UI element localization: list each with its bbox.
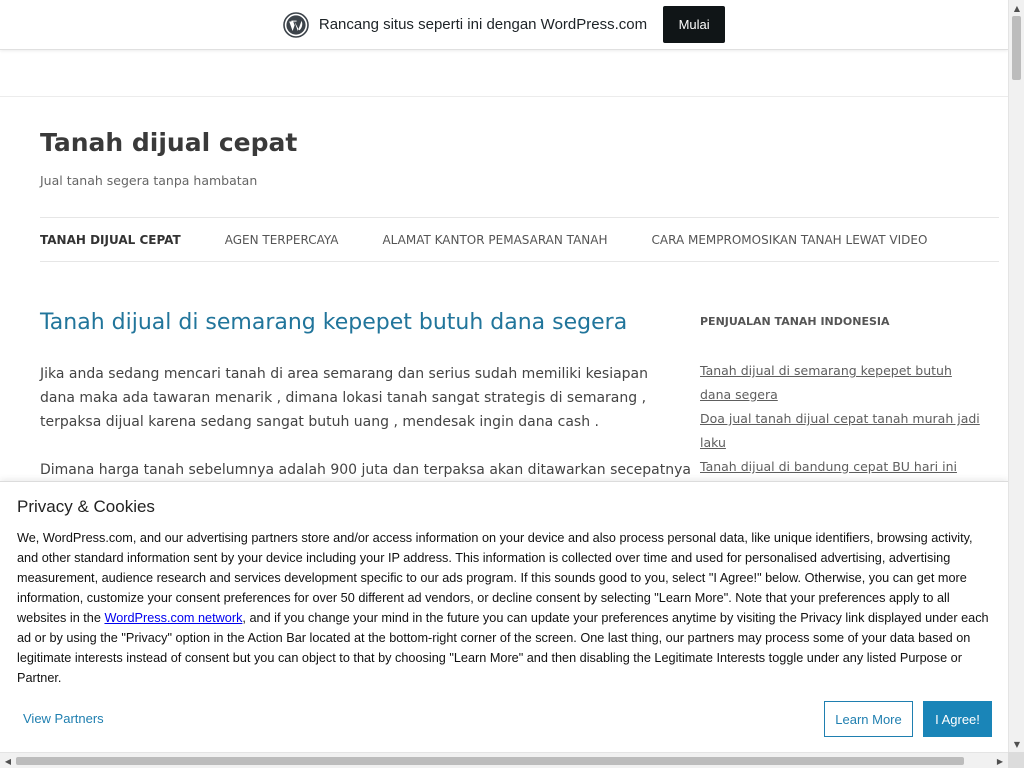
- i-agree-button[interactable]: I Agree!: [923, 701, 992, 737]
- promo-text: Rancang situs seperti ini dengan WordPress.com: [318, 16, 648, 33]
- post-paragraph: Dimana harga tanah sebelumnya adalah 900 juta dan terpaksa akan ditawarkan secepatnya: [40, 462, 691, 478]
- link-line: dana segera: [700, 387, 778, 402]
- wordpress-logo-icon[interactable]: [283, 12, 309, 38]
- post-paragraph: Jika anda sedang mencari tanah di area semarang dan serius sudah memiliki kesiapan dana maka ada tawaran menarik , dimana lokasi tanah sangat strategis di semarang , terpaksa dijual karena sedang sangat butuh uang , mendesak ingin dana cash .: [40, 366, 649, 430]
- site-description: Jual tanah segera tanpa hambatan: [40, 173, 258, 188]
- view-partners-link[interactable]: View Partners: [23, 711, 104, 726]
- cookie-banner-body: [17, 528, 993, 688]
- header-divider: [0, 96, 1008, 97]
- scroll-left-icon[interactable]: ◀: [4, 756, 12, 766]
- scrollbar-corner: [1008, 752, 1024, 768]
- link-line: Tanah dijual di semarang kepepet butuh: [700, 363, 952, 378]
- wordpress-promo-bar: [0, 0, 1008, 50]
- nav-item-cara-mempromosikan[interactable]: CARA MEMPROMOSIKAN TANAH LEWAT VIDEO: [651, 232, 928, 247]
- list-item: [700, 407, 1000, 455]
- list-item: [700, 455, 1000, 479]
- wordpress-network-link[interactable]: WordPress.com network: [104, 611, 243, 625]
- scroll-right-icon[interactable]: ▶: [996, 756, 1004, 766]
- horizontal-scrollbar[interactable]: [0, 752, 1008, 768]
- vertical-scrollbar[interactable]: [1008, 0, 1024, 752]
- nav-item-agen-terpercaya[interactable]: AGEN TERPERCAYA: [224, 232, 339, 247]
- horizontal-scroll-thumb[interactable]: [16, 757, 964, 765]
- learn-more-button[interactable]: Learn More: [824, 701, 913, 737]
- widget-title: PENJUALAN TANAH INDONESIA: [700, 315, 890, 328]
- site-title[interactable]: Tanah dijual cepat: [40, 128, 298, 157]
- cookie-text: , and if you change your mind in the future you can update your preferences anytime by visiting the Privacy link displayed under each ad or by using the "Privacy" option in the Action Bar located at the bottom-right corner of the screen. One last thing, our partners may process some of your data based on legitimate interests instead of consent but you can object to that by choosing "Learn More" and then disabling the Legitimate Interests toggle under any listed Purpose or Partner.: [17, 611, 989, 685]
- nav-item-alamat-kantor[interactable]: ALAMAT KANTOR PEMASARAN TANAH: [382, 232, 608, 247]
- nav-item-tanah-dijual-cepat[interactable]: TANAH DIJUAL CEPAT: [40, 232, 181, 247]
- vertical-scroll-thumb[interactable]: [1012, 16, 1021, 80]
- list-item: [700, 359, 1000, 407]
- privacy-cookie-banner: [0, 481, 1008, 753]
- recent-post-link[interactable]: [700, 359, 1000, 402]
- mulai-button[interactable]: Mulai: [663, 6, 725, 43]
- main-navigation: [40, 217, 999, 262]
- recent-post-link[interactable]: Tanah dijual di bandung cepat BU hari ini: [700, 459, 957, 474]
- scroll-down-icon[interactable]: ▼: [1013, 739, 1021, 749]
- cookie-banner-title: Privacy & Cookies: [17, 497, 155, 516]
- cookie-text: We, WordPress.com, and our advertising partners store and/or access information on your device and also process personal data, like unique identifiers, browsing activity, and other standard information sent by your device including your IP address. This information is collected over time and used for personalised advertising, advertising measurement, audience research and services development specific to our ads program. If this sounds good to you, select "I Agree!" below. Otherwise, you can get more information, customize your consent preferences for over 50 different ad vendors, or decline consent by selecting "Learn More". Note that your preferences apply to all websites in the: [17, 531, 973, 625]
- recent-post-link[interactable]: Doa jual tanah dijual cepat tanah murah jadi laku: [700, 411, 980, 450]
- post-title[interactable]: Tanah dijual di semarang kepepet butuh dana segera: [40, 310, 628, 335]
- scroll-up-icon[interactable]: ▲: [1013, 3, 1021, 13]
